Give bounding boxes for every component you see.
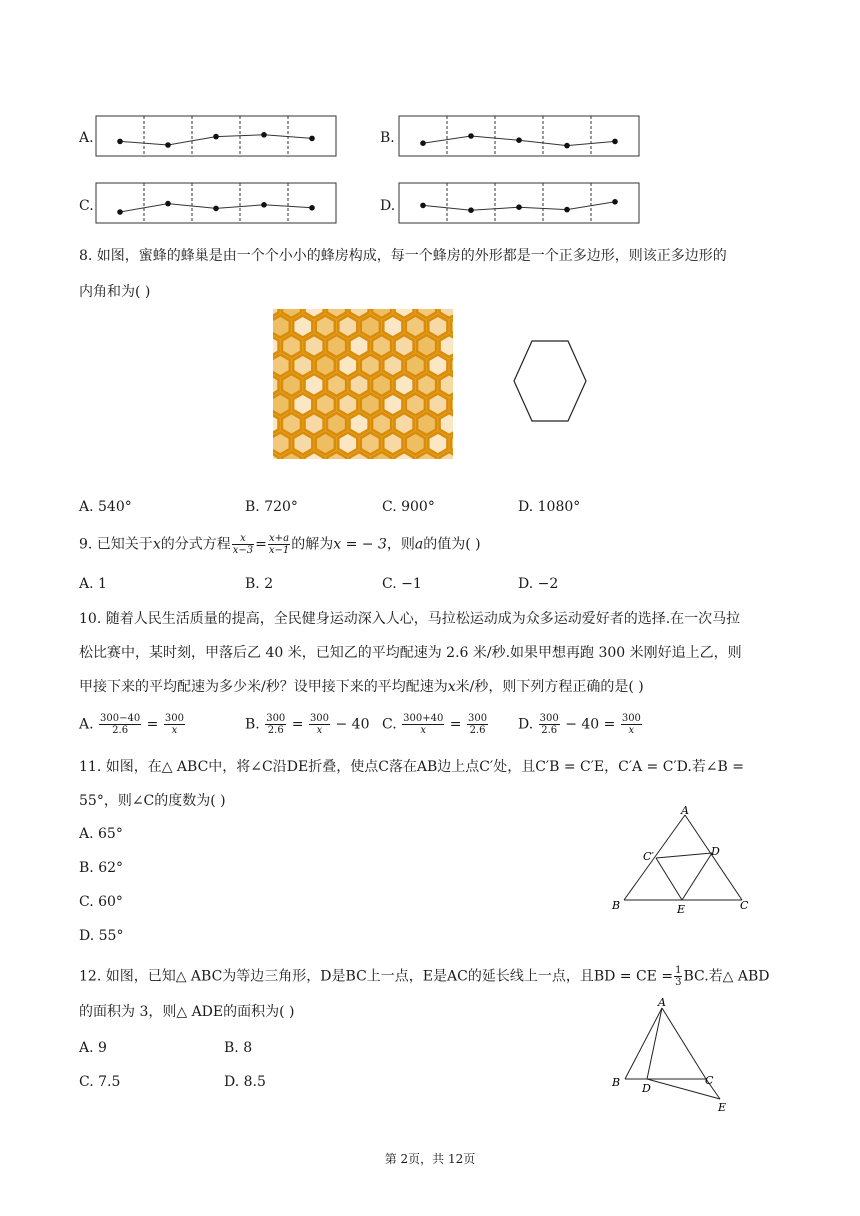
q12-line2: 的面积为 3，则△ ADE的面积为( ): [79, 1004, 295, 1020]
honeycomb-cell: [273, 355, 290, 377]
q10-d-right-frac: [621, 713, 642, 736]
honeycomb-cell: [316, 433, 335, 455]
chart-frame: [96, 183, 336, 223]
q9-solution: x = − 3: [333, 536, 387, 553]
q10-b-eq: =: [291, 716, 304, 733]
q9-after2: ，则: [386, 536, 415, 553]
q9-frac1-num: x: [232, 533, 254, 545]
q9-frac2-den: x−1: [268, 545, 290, 556]
q11-label-e: E: [677, 903, 686, 916]
q9-option-d: D. −2: [518, 576, 559, 592]
q8-option-d: D. 1080°: [518, 499, 581, 515]
q10-line3-a: 甲接下来的平均配速为多少米/秒？设甲接下来的平均配速为: [79, 679, 448, 695]
chart-point: [612, 139, 618, 145]
q10-a-right-frac: [164, 713, 185, 736]
q10-c-eq: =: [449, 716, 462, 733]
q9-prefix: 9. 已知关于: [79, 536, 153, 553]
honeycomb-cell: [361, 394, 380, 416]
chart-point: [165, 142, 171, 148]
honeycomb-cell: [305, 335, 324, 357]
q7-option-b-chart: [398, 115, 640, 157]
honeycomb-cell: [361, 316, 380, 338]
chart-point: [213, 206, 219, 212]
q9-after: 的解为: [291, 536, 334, 553]
q12-line1: [79, 965, 770, 988]
honeycomb-cell: [372, 335, 391, 357]
q10-d-lnum: 300: [539, 713, 559, 724]
honeycomb-cell: [282, 374, 301, 396]
q11-option-b: B. 62°: [79, 860, 124, 876]
honeycomb-cell: [428, 355, 447, 377]
honeycomb-cell: [372, 374, 391, 396]
chart-point: [213, 134, 219, 140]
honeycomb-cell: [316, 394, 335, 416]
q12-line1-a: 12. 如图，已知△ ABC为等边三角形，D是BC上一点，E是AC的延长线上一点，且BD = CE =: [79, 968, 674, 985]
q10-a-rden: x: [171, 725, 178, 736]
q10-b-rnum: 300: [309, 713, 330, 724]
honeycomb-cell: [428, 316, 447, 338]
honeycomb-cell: [293, 394, 312, 416]
honeycomb-cell: [417, 413, 436, 435]
chart-point: [420, 203, 426, 209]
q10-b-left-frac: [265, 713, 286, 736]
q11-label-c: C: [740, 899, 749, 912]
q10-c-lnum: 300+40: [403, 713, 444, 724]
honeycomb-cell: [327, 374, 346, 396]
q10-c-left-frac: [402, 713, 444, 736]
honeycomb-cell: [383, 394, 402, 416]
honeycomb-cell: [417, 374, 436, 396]
honeycomb-cell: [406, 394, 425, 416]
q10-d-lden: 2.6: [541, 725, 558, 736]
chart-point: [261, 132, 267, 138]
q10-option-a-label: A.: [79, 716, 94, 733]
honeycomb-cell: [440, 335, 453, 357]
q10-d-left-frac: [539, 713, 560, 736]
q9-text: [79, 533, 481, 556]
honeycomb-cell: [406, 433, 425, 455]
honeycomb-cell: [440, 413, 453, 435]
q9-var-x: x: [152, 536, 161, 553]
honeycomb-cell: [316, 316, 335, 338]
chart-point: [516, 137, 522, 143]
honeycomb-cell: [361, 433, 380, 455]
chart-point: [309, 205, 315, 211]
q12-line1-b: BC.若△ ABD: [683, 968, 770, 985]
q11-option-c: C. 60°: [79, 894, 123, 910]
q9-frac2-num: x+a: [269, 533, 290, 544]
q7-option-d-chart: [398, 182, 640, 224]
honeycomb-cell: [293, 355, 312, 377]
q10-var-x: x: [447, 679, 456, 695]
q9-option-c: C. −1: [382, 576, 422, 592]
honeycomb-cell: [282, 413, 301, 435]
chart-point: [468, 207, 474, 213]
q10-option-c: [382, 713, 489, 736]
q10-c-right-frac: [467, 713, 488, 736]
q12-triangle-figure: [608, 996, 733, 1116]
honeycomb-cell: [395, 374, 414, 396]
q7-option-a-label: A.: [79, 130, 94, 146]
q7-option-c-chart: [95, 182, 337, 224]
chart-point: [261, 202, 267, 208]
q8-text-line2: 内角和为( ): [79, 284, 151, 300]
honeycomb-cell: [305, 413, 324, 435]
q9-frac2: [268, 533, 290, 556]
q12-label-a: A: [658, 996, 666, 1009]
q8-option-a: A. 540°: [79, 499, 132, 515]
q9-end: 的值为( ): [423, 536, 481, 553]
q10-line3: [79, 677, 644, 697]
q10-d-rden: x: [628, 725, 635, 736]
chart-point: [309, 136, 315, 142]
q11-label-d: D: [711, 845, 720, 858]
q12-option-d: D. 8.5: [224, 1074, 266, 1090]
honeycomb-cell: [350, 335, 369, 357]
q12-label-d: D: [642, 1082, 651, 1095]
q10-a-rnum: 300: [164, 713, 184, 724]
honeycomb-cell: [338, 394, 357, 416]
page-footer: 第 2页，共 12页: [384, 1152, 476, 1166]
q10-a-left-frac: [99, 713, 141, 736]
honeycomb-cell: [350, 413, 369, 435]
q10-b-right-frac: [309, 713, 330, 736]
q10-a-eq: =: [146, 716, 159, 733]
q12-label-e: E: [718, 1101, 727, 1114]
q11-option-a: A. 65°: [79, 826, 123, 842]
honeycomb-cell: [372, 413, 391, 435]
hexagon-figure: [512, 340, 592, 422]
q10-option-b: [245, 713, 369, 736]
honeycomb-cell: [327, 335, 346, 357]
q10-line1: 10. 随着人民生活质量的提高，全民健身运动深入人心，马拉松运动成为众多运动爱好者的选择.在一次马拉: [79, 611, 741, 627]
q7-option-b-label: B.: [380, 130, 395, 146]
q9-frac1: [232, 533, 254, 556]
honeycomb-cell: [361, 355, 380, 377]
chart-point: [117, 209, 123, 215]
q10-d-eq: − 40 =: [565, 716, 616, 733]
chart-frame: [399, 116, 639, 156]
honeycomb-cell: [338, 433, 357, 455]
honeycomb-cell: [282, 335, 301, 357]
q12-frac-den: 3: [675, 977, 682, 988]
q12-option-b: B. 8: [224, 1040, 253, 1056]
q9-option-b: B. 2: [245, 576, 274, 592]
honeycomb-cell: [273, 394, 290, 416]
honeycomb-cell: [293, 433, 312, 455]
q10-d-rnum: 300: [621, 713, 641, 724]
q8-text-line1: 8. 如图，蜜蜂的蜂巢是由一个个小小的蜂房构成，每一个蜂房的外形都是一个正多边形，则该正多边形的: [79, 248, 727, 264]
q11-triangle-figure: [606, 803, 756, 918]
q10-b-tail: − 40: [335, 716, 370, 733]
q12-frac: [674, 965, 682, 988]
chart-point: [612, 199, 618, 205]
q10-b-lden: 2.6: [267, 725, 284, 736]
chart-point: [117, 139, 123, 145]
q10-option-b-label: B.: [245, 716, 260, 733]
honeycomb-cell: [428, 394, 447, 416]
q10-a-lnum: 300−40: [100, 713, 141, 724]
q12-option-c: C. 7.5: [79, 1074, 121, 1090]
q10-c-rnum: 300: [467, 713, 488, 724]
q12-option-a: A. 9: [79, 1040, 107, 1056]
q11-label-a: A: [681, 804, 689, 817]
q9-mid: 的分式方程: [160, 536, 231, 553]
q10-line3-b: 米/秒，则下列方程正确的是( ): [455, 679, 644, 695]
chart-point: [564, 143, 570, 149]
q9-var-a: a: [414, 536, 424, 553]
honeycomb-cell: [383, 316, 402, 338]
q10-option-c-label: C.: [382, 716, 397, 733]
q10-option-d-label: D.: [518, 716, 534, 733]
q10-b-rden: x: [316, 725, 323, 736]
chart-frame: [399, 183, 639, 223]
q8-option-b: B. 720°: [245, 499, 298, 515]
honeycomb-cell: [428, 433, 447, 455]
honeycomb-cell: [338, 355, 357, 377]
q10-c-rden: 2.6: [469, 725, 486, 736]
q7-option-d-label: D.: [380, 198, 396, 214]
q11-line1: 11. 如图，在△ ABC中，将∠C沿DE折叠，使点C落在AB边上点C′处，且C′B = C′E，C′A = C′D.若∠B =: [79, 759, 745, 775]
q11-label-cprime: C′: [643, 850, 654, 863]
honeycomb-cell: [417, 335, 436, 357]
q11-label-b: B: [612, 899, 621, 912]
q12-label-c: C: [705, 1074, 714, 1087]
chart-point: [564, 207, 570, 213]
q11-line2: 55°，则∠C的度数为( ): [79, 793, 226, 809]
chart-point: [468, 133, 474, 139]
honeycomb-cell: [350, 374, 369, 396]
honeycomb-cell: [406, 316, 425, 338]
q12-frac-num: 1: [675, 965, 682, 976]
q9-frac1-den: x−3: [232, 545, 254, 556]
chart-point: [516, 204, 522, 210]
honeycomb-cell: [395, 413, 414, 435]
honeycomb-cell: [273, 316, 290, 338]
q7-option-a-chart: [95, 115, 337, 157]
honeycomb-cell: [273, 433, 290, 455]
honeycomb-cell: [327, 413, 346, 435]
q9-eq: =: [255, 536, 267, 553]
honeycomb-cell: [383, 433, 402, 455]
honeycomb-cell: [338, 316, 357, 338]
q12-label-b: B: [612, 1076, 621, 1089]
chart-point: [165, 201, 171, 207]
honeycomb-cell: [406, 355, 425, 377]
q7-option-c-label: C.: [79, 198, 94, 214]
q8-option-c: C. 900°: [382, 499, 435, 515]
q10-c-lden: x: [420, 725, 427, 736]
honeycomb-cell: [383, 355, 402, 377]
q10-line2: 松比赛中，某时刻，甲落后乙 40 米，已知乙的平均配速为 2.6 米/秒.如果甲想再跑 300 米刚好追上乙，则: [79, 645, 742, 661]
q10-option-a: [79, 713, 186, 736]
honeycomb-image: [273, 309, 453, 459]
honeycomb-cell: [305, 374, 324, 396]
q9-option-a: A. 1: [79, 576, 107, 592]
q10-a-lden: 2.6: [112, 725, 129, 736]
honeycomb-cell: [440, 374, 453, 396]
q11-option-d: D. 55°: [79, 928, 124, 944]
q10-b-lnum: 300: [266, 713, 286, 724]
honeycomb-cell: [293, 316, 312, 338]
q10-option-d: [518, 713, 643, 736]
honeycomb-cell: [395, 335, 414, 357]
chart-point: [420, 140, 426, 146]
honeycomb-cell: [316, 355, 335, 377]
